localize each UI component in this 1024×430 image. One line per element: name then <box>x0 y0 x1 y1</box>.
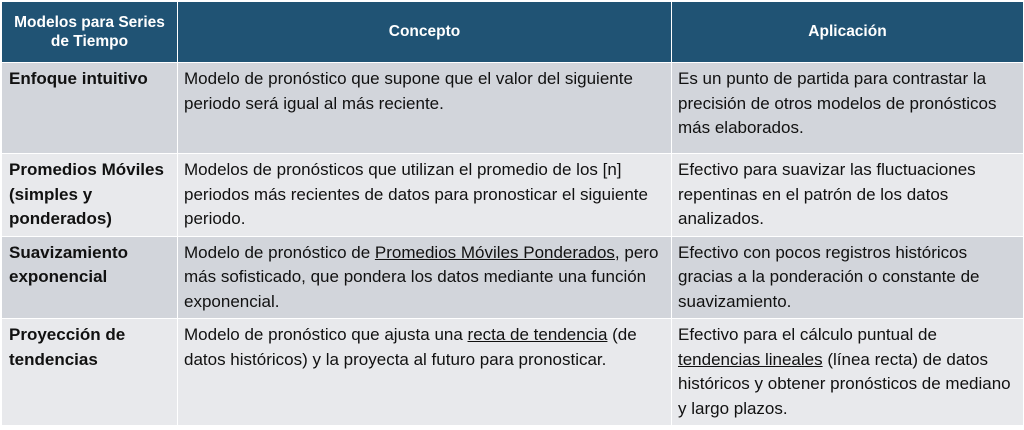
time-series-models-table <box>1 1 1024 426</box>
application-cell: Efectivo para suavizar las fluctuaciones repentinas en el patrón de los datos analizados. <box>672 154 1024 237</box>
promedios-moviles-ponderados-link[interactable]: Promedios Móviles Ponderados <box>374 242 615 262</box>
model-name: Proyección de tendencias <box>2 319 178 426</box>
concept-cell <box>178 236 672 319</box>
concept-cell: Modelos de pronósticos que utilizan el promedio de los [n] periodos más recientes de datos para pronosticar el siguiente periodo. <box>178 154 672 237</box>
application-cell <box>672 319 1024 426</box>
table-row <box>2 236 1024 319</box>
tendencias-lineales-link[interactable]: tendencias lineales <box>678 349 823 369</box>
header-concept: Concepto <box>178 2 672 63</box>
application-text: Efectivo para el cálculo puntual de <box>678 325 937 344</box>
table-row <box>2 319 1024 426</box>
concept-text: Modelo de pronóstico de <box>184 242 375 262</box>
concept-text: (de datos históricos) y la proyecta al futuro para pronosticar. <box>184 325 637 369</box>
header-row <box>2 2 1024 63</box>
model-name: Suavizamiento exponencial <box>2 236 178 319</box>
concept-cell <box>178 319 672 426</box>
recta-de-tendencia-link[interactable]: recta de tendencia <box>467 325 608 344</box>
concept-text: Modelo de pronóstico que ajusta una <box>184 325 468 344</box>
application-cell: Efectivo con pocos registros históricos gracias a la ponderación o constante de suavizamiento. <box>672 236 1024 319</box>
table-row <box>2 154 1024 237</box>
header-application: Aplicación <box>672 2 1024 63</box>
concept-cell: Modelo de pronóstico que supone que el valor del siguiente periodo será igual al más reciente. <box>178 63 672 154</box>
header-models: Modelos para Series de Tiempo <box>2 2 178 63</box>
table-row <box>2 63 1024 154</box>
model-name: Promedios Móviles (simples y ponderados) <box>2 154 178 237</box>
concept-text: , pero más sofisticado, que pondera los datos mediante una función exponencial. <box>184 242 659 311</box>
application-cell: Es un punto de partida para contrastar la precisión de otros modelos de pronósticos más elaborados. <box>672 63 1024 154</box>
application-text: (línea recta) de datos históricos y obtener pronósticos de mediano y largo plazos. <box>678 349 1011 418</box>
model-name: Enfoque intuitivo <box>2 63 178 154</box>
